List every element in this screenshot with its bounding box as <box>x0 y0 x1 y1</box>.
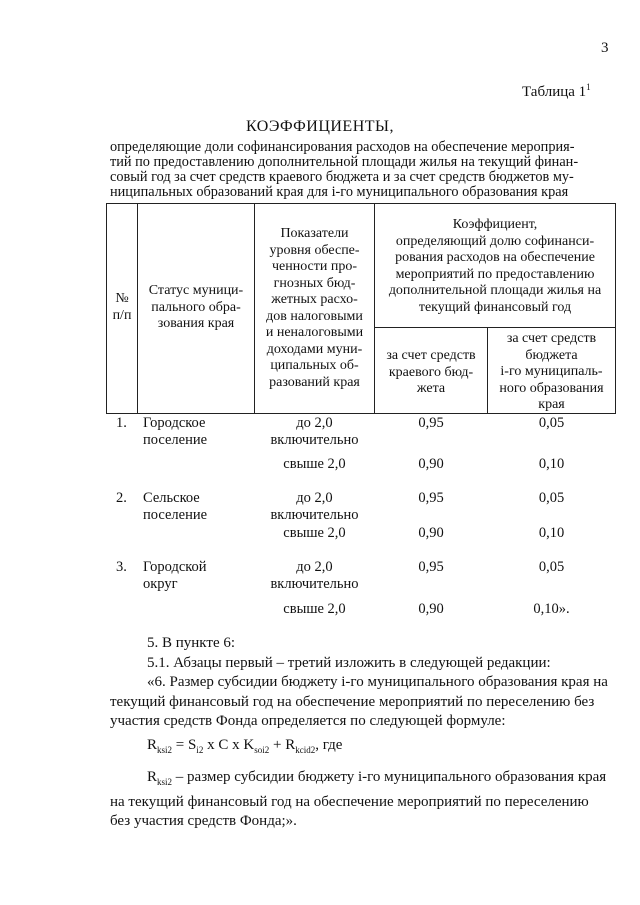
header-municipal-line: i-го муниципаль- <box>500 364 603 379</box>
row-indicator-line: до 2,0 <box>296 559 333 575</box>
formula-r: R <box>147 737 158 753</box>
paragraph-item-6 <box>110 673 618 732</box>
formula-r-sub: ksi2 <box>157 745 173 755</box>
row-indicator-line: до 2,0 <box>296 490 333 506</box>
table-top-border <box>106 203 616 204</box>
row-indicator <box>255 601 374 618</box>
formula-r2: R <box>285 737 296 753</box>
row-indicator <box>255 456 374 473</box>
row-indicator-line: свыше 2,0 <box>283 525 346 541</box>
row-status-line: Городское <box>143 415 206 431</box>
header-regional-line: за счет средств <box>386 348 476 363</box>
header-regional-line: жета <box>416 381 446 396</box>
subtitle-line: совый год за счет средств краевого бюджета и за счет средств бюджетов му- <box>110 169 574 185</box>
definition-r-sub: ksi2 <box>157 777 173 787</box>
document-title: КОЭФФИЦИЕНТЫ, <box>246 118 394 135</box>
formula-s: S <box>188 737 197 753</box>
table-reference <box>522 82 591 101</box>
row-indicator-line: до 2,0 <box>296 415 333 431</box>
header-indicator <box>255 226 374 391</box>
header-indicator-line: ченности про- <box>271 259 358 274</box>
row-status-line: округ <box>143 576 178 592</box>
paragraph-line: «6. Размер субсидии бюджету i-го муниципального образования края на <box>147 674 608 690</box>
header-status-line: пального обра- <box>151 299 241 315</box>
subtitle-line: ниципальных образований края для i-го муниципального образования края <box>110 184 569 200</box>
definition-text: – размер субсидии бюджету i-го муниципального образования края <box>172 769 607 785</box>
formula-eq: = <box>175 737 185 753</box>
row-regional-value: 0,90 <box>418 601 444 617</box>
row-indicator-line: включительно <box>270 576 359 592</box>
table-right-border <box>615 203 616 413</box>
header-indicator-line: Показатели <box>280 226 349 241</box>
header-indicator-line: жетных расхо- <box>271 292 358 307</box>
formula-k: K <box>243 737 255 753</box>
row-municipal-value: 0,05 <box>538 559 565 575</box>
header-indicator-line: доходами муни- <box>266 341 363 357</box>
header-indicator-line: ципальных об- <box>270 358 359 373</box>
table-reference-text: Таблица 1 <box>522 84 587 100</box>
row-indicator <box>255 490 374 524</box>
subtitle-line: определяющие доли софинансирования расходов на обеспечение мероприя- <box>110 139 575 155</box>
header-coefficient-line: дополнительной площади жилья на <box>388 283 602 298</box>
header-indicator-line: разований края <box>269 374 360 390</box>
row-indicator <box>255 525 374 542</box>
header-regional-budget <box>375 348 487 398</box>
header-regional-line: краевого бюд- <box>388 364 474 380</box>
row-status-line: Сельское <box>143 490 200 506</box>
formula-s-sub: i2 <box>196 745 204 755</box>
row-regional-value: 0,90 <box>418 525 444 541</box>
header-municipal-line: края <box>538 397 565 412</box>
paragraph-line: на текущий финансовый год на обеспечение мероприятий по переселению <box>110 793 589 810</box>
row-municipal-value: 0,10». <box>533 601 570 617</box>
header-status-line: Статус муници- <box>148 283 244 298</box>
paragraph-line: текущий финансовый год на обеспечение мероприятий по переселению без <box>110 693 595 710</box>
subtitle-line: тий по предоставлению дополнительной площади жилья на текущий финан- <box>110 154 579 170</box>
header-coefficient-line: рования расходов на обеспечение <box>395 250 595 265</box>
document-subtitle <box>110 139 579 200</box>
paragraph-line: без участия средств Фонда;». <box>110 813 297 829</box>
formula-x1: x <box>207 737 215 753</box>
row-status-line: поселение <box>143 507 208 523</box>
row-municipal-value: 0,05 <box>538 490 565 506</box>
header-coefficient-line: мероприятий по предоставлению <box>395 266 595 282</box>
row-status-line: Городской <box>143 559 207 575</box>
row-number: 2. <box>116 490 127 506</box>
header-municipal-line: бюджета <box>525 347 578 363</box>
table-reference-footnote: 1 <box>586 82 591 92</box>
row-regional-value: 0,95 <box>418 415 444 431</box>
header-coefficient-line: Коэффициент, <box>452 217 538 232</box>
header-indicator-line: уровня обеспе- <box>269 242 360 258</box>
header-indicator-line: гнозных бюд- <box>273 275 356 291</box>
row-number: 1. <box>116 415 127 431</box>
row-indicator-line: включительно <box>270 507 359 523</box>
header-coefficient-line: определяющий долю софинанси- <box>395 233 595 249</box>
coef-subheader-border <box>374 327 616 328</box>
row-indicator-line: свыше 2,0 <box>283 601 346 617</box>
row-municipal-value: 0,10 <box>538 456 565 472</box>
row-regional-value: 0,90 <box>418 456 444 472</box>
formula-c: C <box>218 737 229 753</box>
paragraph-item-5: 5. В пункте 6: <box>147 635 236 651</box>
row-status <box>143 559 207 593</box>
row-status <box>143 490 207 524</box>
header-municipal-budget <box>488 331 615 414</box>
row-indicator <box>255 415 374 449</box>
page-number: 3 <box>601 40 609 56</box>
row-status-line: поселение <box>143 432 208 448</box>
row-status <box>143 415 207 449</box>
header-status <box>138 283 254 333</box>
header-num-line: № <box>115 291 129 306</box>
paragraph-definition <box>110 768 618 832</box>
paragraph-line: участия средств Фонда определяется по следующей формуле: <box>110 713 506 729</box>
row-indicator-line: свыше 2,0 <box>283 456 346 472</box>
formula-x2: x <box>232 737 240 753</box>
formula <box>147 737 342 755</box>
formula-r2-sub: kcid2 <box>295 745 316 755</box>
row-indicator <box>255 559 374 593</box>
row-number: 3. <box>116 559 127 575</box>
header-municipal-line: ного образования <box>499 380 604 396</box>
header-indicator-line: и неналоговыми <box>265 325 364 340</box>
paragraph-item-5-1: 5.1. Абзацы первый – третий изложить в следующей редакции: <box>147 655 551 671</box>
formula-tail: , где <box>315 737 343 753</box>
formula-k-sub: soi2 <box>254 745 270 755</box>
header-status-line: зования края <box>157 316 235 331</box>
row-indicator-line: включительно <box>270 432 359 448</box>
header-indicator-line: дов налоговыми <box>266 308 363 324</box>
definition-r: R <box>147 769 158 785</box>
header-coefficient <box>375 217 615 316</box>
row-municipal-value: 0,05 <box>538 415 565 431</box>
paragraph-line <box>110 768 618 793</box>
row-municipal-value: 0,10 <box>538 525 565 541</box>
header-num <box>107 291 137 324</box>
header-num-line: п/п <box>112 307 132 323</box>
header-coefficient-line: текущий финансовый год <box>418 299 572 315</box>
row-regional-value: 0,95 <box>418 559 444 575</box>
formula-plus: + <box>272 737 282 753</box>
header-municipal-line: за счет средств <box>506 331 597 346</box>
row-regional-value: 0,95 <box>418 490 444 506</box>
